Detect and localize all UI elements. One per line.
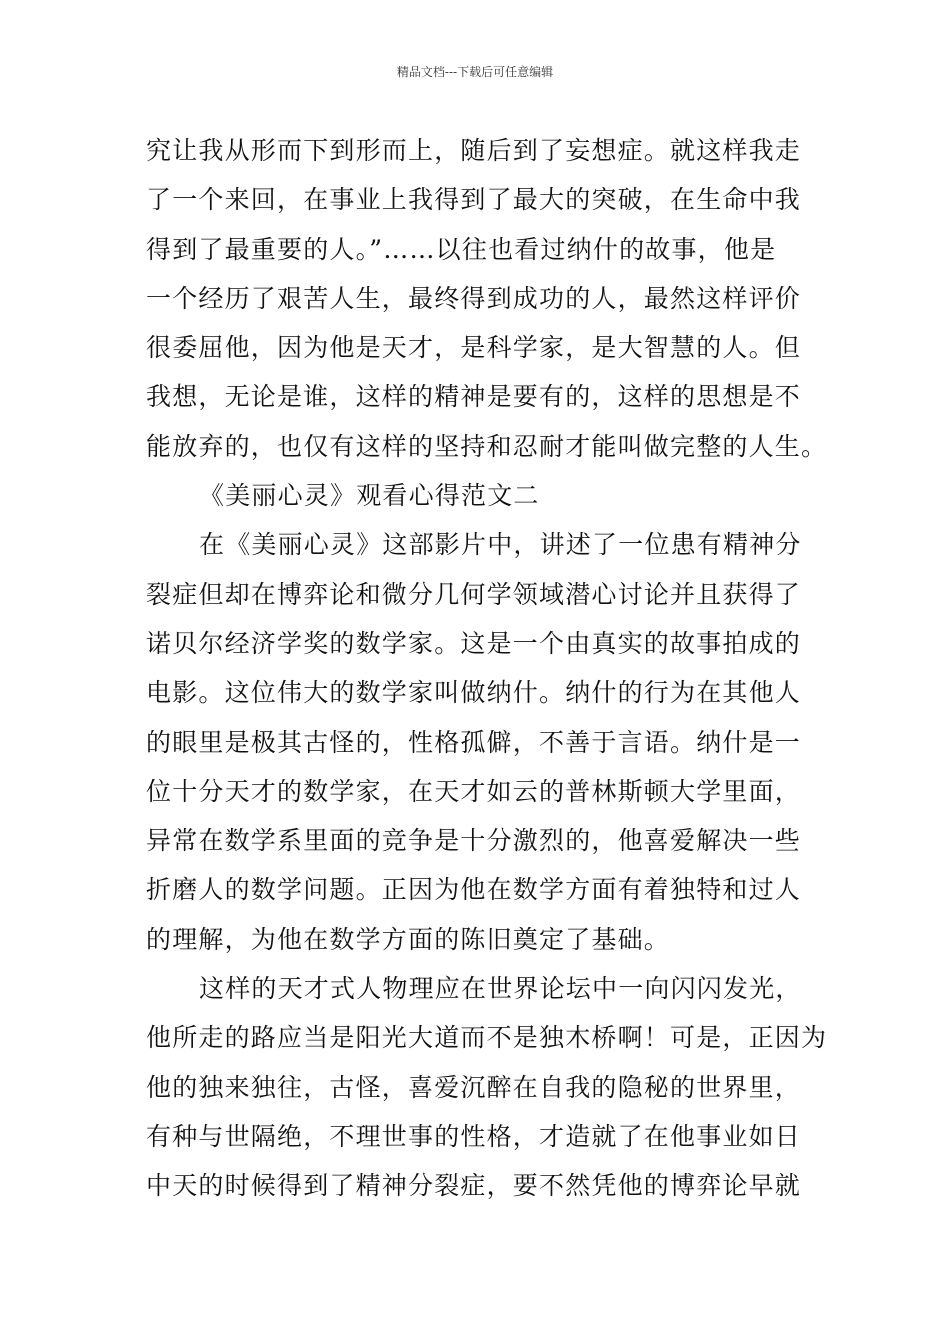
text-line: 一个经历了艰苦人生，最终得到成功的人，最然这样评价 <box>146 283 802 313</box>
text-line: 中天的时候得到了精神分裂症，要不然凭他的博弈论早就 <box>146 1171 802 1201</box>
text-line: 位十分天才的数学家，在天才如云的普林斯顿大学里面， <box>146 776 802 806</box>
text-line: 电影。这位伟大的数学家叫做纳什。纳什的行为在其他人 <box>146 678 802 708</box>
text-line: 有种与世隔绝，不理世事的性格，才造就了在他事业如日 <box>146 1121 802 1151</box>
text-line: 异常在数学系里面的竞争是十分激烈的，他喜爱解决一些 <box>146 826 802 856</box>
text-line: 的理解，为他在数学方面的陈旧奠定了基础。 <box>146 924 671 954</box>
text-line: 裂症但却在博弈论和微分几何学领域潜心讨论并且获得了 <box>146 579 802 609</box>
document-body <box>146 126 828 1211</box>
section-heading: 《美丽心灵》观看心得范文二 <box>199 481 540 511</box>
text-line: 很委屈他，因为他是天才，是科学家，是大智慧的人。但 <box>146 333 802 363</box>
text-line: 究让我从形而下到形而上，随后到了妄想症。就这样我走 <box>146 136 802 165</box>
text-line: 在《美丽心灵》这部影片中，讲述了一位患有精神分 <box>199 530 802 560</box>
text-line: 诺贝尔经济学奖的数学家。这是一个由真实的故事拍成的 <box>146 628 802 658</box>
text-line: 他所走的路应当是阳光大道而不是独木桥啊！可是，正因为 <box>146 1023 828 1053</box>
page-header: 精品文档---下载后可任意编辑 <box>396 65 554 79</box>
text-line: 得到了最重要的人。”……以往也看过纳什的故事，他是 <box>146 234 777 264</box>
text-line: 能放弃的，也仅有这样的坚持和忍耐才能叫做完整的人生。 <box>146 431 828 461</box>
text-line: 这样的天才式人物理应在世界论坛中一向闪闪发光， <box>199 974 802 1004</box>
text-line: 的眼里是极其古怪的，性格孤僻，不善于言语。纳什是一 <box>146 727 802 757</box>
text-line: 我想，无论是谁，这样的精神是要有的，这样的思想是不 <box>146 382 802 412</box>
text-line: 他的独来独往，古怪，喜爱沉醉在自我的隐秘的世界里， <box>146 1072 802 1102</box>
text-line: 折磨人的数学问题。正因为他在数学方面有着独特和过人 <box>146 875 802 905</box>
text-line: 了一个来回，在事业上我得到了最大的突破，在生命中我 <box>146 185 802 215</box>
